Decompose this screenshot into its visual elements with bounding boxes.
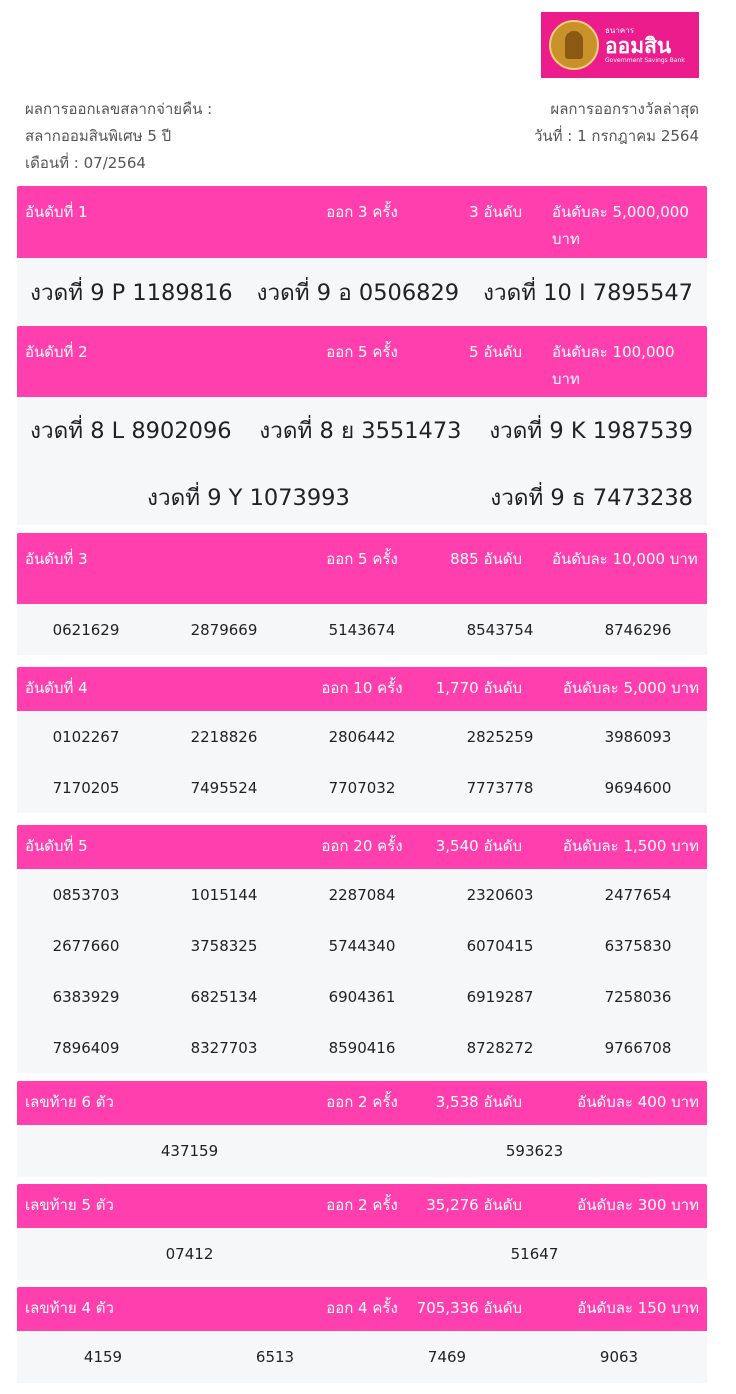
logo-english-name: Government Savings Bank [605, 56, 685, 64]
prize-section-1 [17, 186, 707, 325]
winning-number: 6904361 [328, 987, 396, 1006]
prize-amount: อันดับละ 1,500 บาท [562, 837, 699, 855]
winning-number: งวดที่ 9 ธ 7473238 [490, 485, 693, 511]
prize-section-last4 [17, 1287, 707, 1383]
prize-rank: เลขท้าย 5 ตัว [25, 1196, 114, 1214]
draw-info [25, 96, 212, 177]
winning-numbers [17, 1228, 707, 1280]
prize-section-5 [17, 825, 707, 1073]
winning-number: 8590416 [328, 1038, 396, 1057]
winning-number: 5143674 [328, 620, 396, 639]
prize-header [17, 186, 707, 258]
prize-section-last5 [17, 1184, 707, 1280]
winning-number: 2825259 [466, 727, 534, 746]
prize-amount: อันดับละ 400 บาท [577, 1093, 699, 1111]
winning-number: 7773778 [466, 778, 534, 797]
prize-section-3 [17, 533, 707, 655]
winning-numbers [17, 1125, 707, 1177]
draw-times: ออก 2 ครั้ง [326, 1093, 398, 1111]
winning-number: 8327703 [190, 1038, 258, 1057]
prize-count: 3,538 อันดับ [435, 1093, 522, 1111]
winning-number: 2879669 [190, 620, 258, 639]
prize-amount: อันดับละ 100,000 บาท [552, 343, 675, 388]
draw-times: ออก 10 ครั้ง [321, 679, 403, 697]
winning-number: 9694600 [604, 778, 672, 797]
prize-amount: อันดับละ 150 บาท [577, 1299, 699, 1317]
winning-number: งวดที่ 9 P 1189816 [30, 279, 233, 306]
winning-number: งวดที่ 8 L 8902096 [30, 418, 232, 444]
winning-number: 2320603 [466, 885, 534, 904]
winning-number: 2806442 [328, 727, 396, 746]
prize-amount: อันดับละ 10,000 บาท [552, 550, 698, 568]
prize-amount: อันดับละ 5,000,000 บาท [552, 203, 689, 248]
winning-number: 0853703 [52, 885, 120, 904]
winning-number: 8746296 [604, 620, 672, 639]
winning-number: 437159 [160, 1142, 219, 1160]
winning-number: งวดที่ 9 Y 1073993 [147, 485, 350, 511]
winning-number: 9766708 [604, 1038, 672, 1057]
winning-number: 6825134 [190, 987, 258, 1006]
winning-number: 0621629 [52, 620, 120, 639]
gsb-seal-icon [549, 20, 599, 70]
winning-number: 7469 [427, 1348, 467, 1366]
logo-name: ออมสิน [605, 33, 672, 58]
winning-number: งวดที่ 10 I 7895547 [483, 279, 693, 306]
prize-header [17, 667, 707, 711]
winning-number: 2287084 [328, 885, 396, 904]
winning-number: งวดที่ 9 K 1987539 [489, 418, 693, 444]
latest-result-label: ผลการออกรางวัลล่าสุด [550, 100, 699, 118]
winning-number: 6919287 [466, 987, 534, 1006]
winning-number: 7896409 [52, 1038, 120, 1057]
draw-times: ออก 4 ครั้ง [326, 1299, 398, 1317]
winning-number: 6375830 [604, 936, 672, 955]
prize-rank: อันดับที่ 3 [25, 550, 88, 568]
prize-section-2 [17, 326, 707, 525]
prize-count: 1,770 อันดับ [435, 679, 522, 697]
winning-number: งวดที่ 9 อ 0506829 [256, 279, 460, 306]
winning-number: 6383929 [52, 987, 120, 1006]
prize-rank: อันดับที่ 2 [25, 343, 88, 361]
winning-number: 5744340 [328, 936, 396, 955]
prize-count: 885 อันดับ [450, 550, 522, 568]
draw-times: ออก 3 ครั้ง [326, 203, 398, 221]
winning-number: 4159 [83, 1348, 123, 1366]
gsb-logo[interactable] [541, 12, 699, 78]
draw-times: ออก 20 ครั้ง [321, 837, 403, 855]
prize-rank: อันดับที่ 1 [25, 203, 88, 221]
winning-numbers [17, 258, 707, 325]
prize-header [17, 533, 707, 604]
winning-number: 7707032 [328, 778, 396, 797]
prize-amount: อันดับละ 5,000 บาท [562, 679, 699, 697]
draw-times: ออก 5 ครั้ง [326, 343, 398, 361]
winning-number: 7495524 [190, 778, 258, 797]
winning-numbers [17, 397, 707, 525]
winning-number: 3758325 [190, 936, 258, 955]
prize-rank: เลขท้าย 6 ตัว [25, 1093, 114, 1111]
draw-date: วันที่ : 1 กรกฎาคม 2564 [533, 127, 699, 145]
winning-number: 8543754 [466, 620, 534, 639]
prize-rank: อันดับที่ 4 [25, 679, 88, 697]
prize-count: 705,336 อันดับ [416, 1299, 522, 1317]
draw-times: ออก 5 ครั้ง [326, 550, 398, 568]
prize-header [17, 1287, 707, 1331]
prize-section-4 [17, 667, 707, 813]
prize-header [17, 1081, 707, 1125]
draw-times: ออก 2 ครั้ง [326, 1196, 398, 1214]
draw-type-label: ผลการออกเลขสลากจ่ายคืน : [25, 100, 213, 118]
winning-number: 1015144 [190, 885, 258, 904]
winning-number: 6513 [255, 1348, 295, 1366]
lottery-name: สลากออมสินพิเศษ 5 ปี [25, 127, 172, 145]
winning-number: 51647 [510, 1245, 559, 1263]
winning-numbers [17, 869, 707, 1073]
winning-numbers [17, 711, 707, 813]
prize-count: 35,276 อันดับ [426, 1196, 522, 1214]
winning-number: 2677660 [52, 936, 120, 955]
prize-rank: อันดับที่ 5 [25, 837, 88, 855]
winning-number: 7258036 [604, 987, 672, 1006]
prize-count: 3 อันดับ [469, 203, 522, 221]
winning-number: 2218826 [190, 727, 258, 746]
winning-number: 7170205 [52, 778, 120, 797]
winning-number: งวดที่ 8 ย 3551473 [259, 418, 462, 444]
latest-result-info [534, 96, 699, 150]
winning-number: 2477654 [604, 885, 672, 904]
winning-number: 9063 [599, 1348, 639, 1366]
winning-number: 07412 [165, 1245, 214, 1263]
winning-numbers [17, 604, 707, 655]
prize-header [17, 1184, 707, 1228]
prize-rank: เลขท้าย 4 ตัว [25, 1299, 114, 1317]
winning-numbers [17, 1331, 707, 1383]
prize-count: 5 อันดับ [469, 343, 522, 361]
prize-header [17, 326, 707, 397]
draw-month: เดือนที่ : 07/2564 [25, 154, 146, 172]
winning-number: 3986093 [604, 727, 672, 746]
winning-number: 0102267 [52, 727, 120, 746]
logo-small-text: ธนาคาร [605, 25, 634, 35]
prize-section-last6 [17, 1081, 707, 1177]
prize-amount: อันดับละ 300 บาท [577, 1196, 699, 1214]
prize-count: 3,540 อันดับ [435, 837, 522, 855]
winning-number: 6070415 [466, 936, 534, 955]
winning-number: 593623 [505, 1142, 564, 1160]
winning-number: 8728272 [466, 1038, 534, 1057]
prize-header [17, 825, 707, 869]
